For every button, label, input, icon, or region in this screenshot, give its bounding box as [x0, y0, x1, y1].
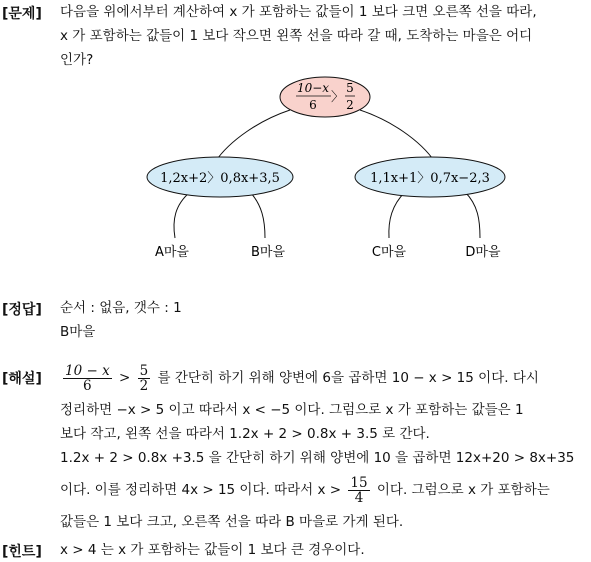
top-node-rel: 〉	[331, 90, 345, 105]
left-node-label: 1,2x+2〉0,8x+3,5	[160, 171, 280, 186]
edge-left-a	[174, 192, 190, 238]
solution-line-5-post: 이다. 그럼으로 x 가 포함하는	[376, 482, 550, 498]
solution-fraction-1	[63, 364, 112, 393]
answer-line-2: B마을	[60, 324, 96, 340]
fraction-3-numerator: 15	[350, 474, 368, 491]
fraction-2-denominator: 2	[139, 377, 149, 394]
solution-line-6: 값들은 1 보다 크고, 오른쪽 선을 따라 B 마을로 가게 된다.	[60, 514, 404, 530]
village-c: C마을	[371, 245, 407, 260]
solution-tag	[2, 368, 42, 388]
hint-line: x > 4 는 x 가 포함하는 값들이 1 보다 큰 경우이다.	[60, 542, 365, 558]
solution-gt-sign: >	[118, 370, 131, 386]
solution-line-1	[60, 358, 587, 398]
edge-right-c	[389, 192, 405, 238]
edge-right-d	[465, 192, 480, 238]
edge-left-b	[250, 192, 265, 238]
decision-tree-diagram	[0, 70, 591, 270]
solution-fraction-2	[138, 364, 151, 393]
village-b: B마을	[250, 245, 286, 260]
solution-line-4: 1.2x + 2 > 0.8x +3.5 을 간단히 하기 위해 양변에 10 을 곱하면 12x+20 > 8x+35	[60, 450, 575, 466]
right-node-label: 1,1x+1〉0,7x−2,3	[370, 171, 490, 186]
solution-line-2: 정리하면 −x > 5 이고 따라서 x < −5 이다. 그럼으로 x 가 포함하는 값들은 1	[60, 402, 524, 418]
problem-line-2: x 가 포함하는 값들이 1 보다 작으면 왼쪽 선을 따라 갈 때, 도착하는 마을은 어디	[60, 28, 533, 44]
answer-text	[60, 296, 587, 344]
solution-line-5-pre: 이다. 이를 정리하면 4x > 15 이다. 따라서 x >	[60, 482, 342, 498]
problem-text	[60, 0, 587, 72]
solution-tag-text: [해설]	[2, 371, 42, 387]
fraction-1-numerator: 10 − x	[65, 362, 110, 379]
edge-top-right	[360, 110, 435, 162]
solution-fraction-3	[348, 476, 369, 505]
top-node-den: 6	[309, 98, 317, 112]
top-node-num: 10−x	[296, 81, 330, 95]
answer-tag: [정답]	[2, 302, 42, 318]
fraction-2-numerator: 5	[139, 362, 149, 379]
fraction-1-denominator: 6	[83, 377, 92, 394]
top-node-rhs-num: 5	[346, 81, 354, 95]
edge-top-left	[215, 110, 290, 162]
hint-tag: [힌트]	[2, 544, 42, 560]
solution-line-1-text: 를 간단히 하기 위해 양변에 6을 곱하면 10 − x > 15 이다. 다시	[157, 370, 539, 386]
problem-line-1: 다음을 위에서부터 계산하여 x 가 포함하는 값들이 1 보다 크면 오른쪽 선을 따라,	[60, 4, 537, 20]
problem-tag: [문제]	[2, 6, 42, 22]
solution-line-3: 보다 작고, 왼쪽 선을 따라서 1.2x + 2 > 0.8x + 3.5 로 간다.	[60, 426, 430, 442]
solution-line-5	[60, 470, 587, 510]
village-a: A마을	[154, 245, 190, 260]
hint-text	[60, 538, 587, 562]
answer-line-1: 순서 : 없음, 갯수 : 1	[60, 300, 182, 316]
village-d: D마을	[465, 245, 501, 260]
problem-line-3: 인가?	[60, 52, 94, 68]
fraction-3-denominator: 4	[354, 489, 364, 506]
solution-text	[60, 358, 587, 534]
top-node-rhs-den: 2	[346, 98, 354, 112]
